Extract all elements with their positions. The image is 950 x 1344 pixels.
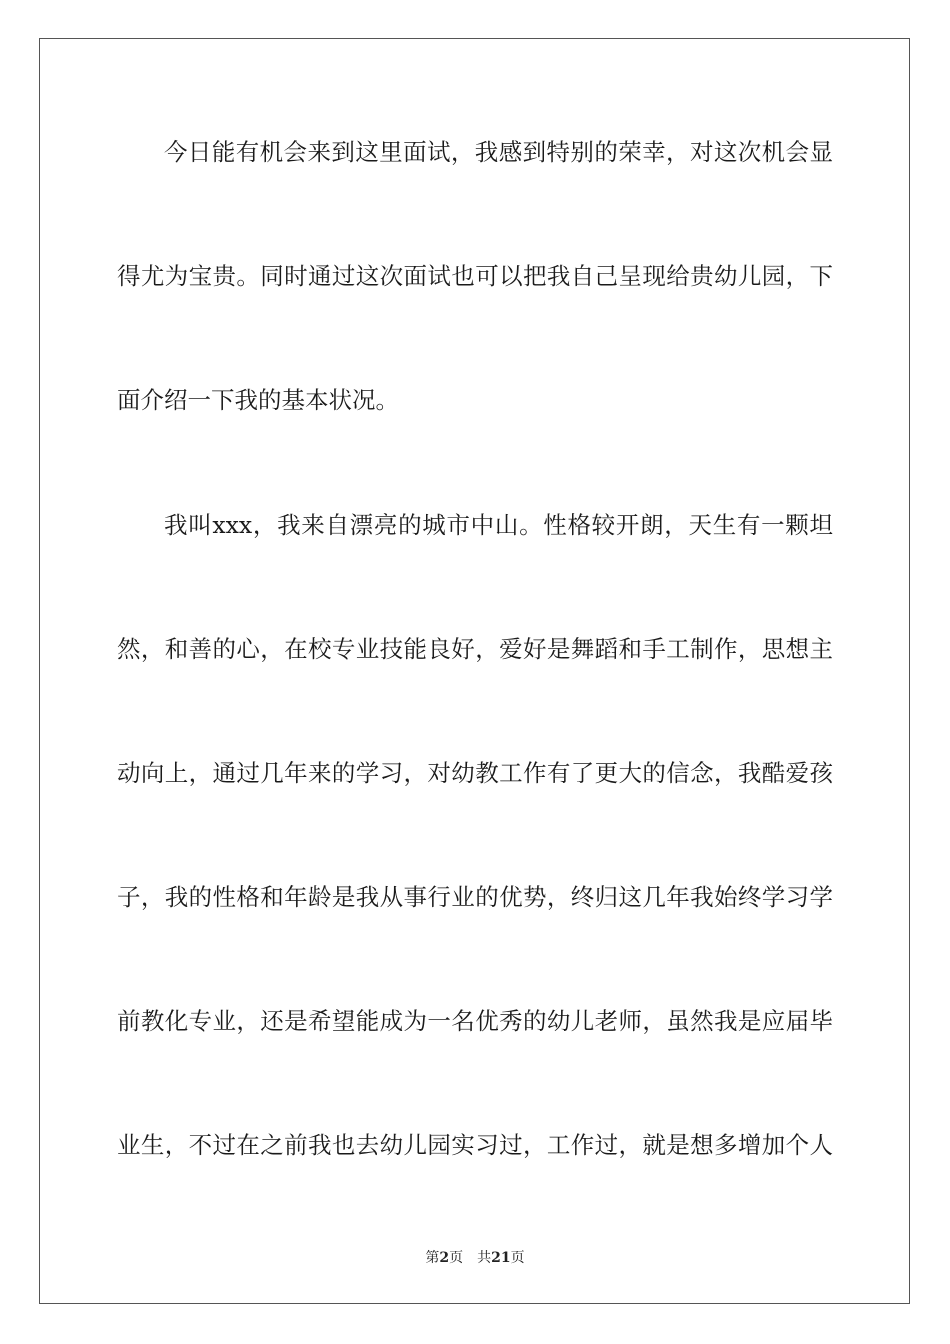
paragraph-2-line-6: 业生，不过在之前我也去幼儿园实习过，工作过，就是想多增加个人 — [117, 1131, 833, 1159]
total-suffix: 页 — [510, 1250, 525, 1266]
paragraph-2-line-2: 然，和善的心，在校专业技能良好，爱好是舞蹈和手工制作，思想主 — [117, 635, 833, 663]
total-prefix: 共 — [477, 1250, 492, 1266]
paragraph-2-line-1: 我叫xxx，我来自漂亮的城市中山。性格较开朗，天生有一颗坦 — [164, 511, 833, 539]
page-prefix: 第 — [425, 1250, 440, 1266]
page-number: 2 — [439, 1250, 450, 1266]
paragraph-2-line-5: 前教化专业，还是希望能成为一名优秀的幼儿老师，虽然我是应届毕 — [117, 1007, 833, 1035]
total-pages: 21 — [491, 1250, 511, 1266]
page-suffix: 页 — [449, 1250, 464, 1266]
paragraph-2-line-4: 子，我的性格和年龄是我从事行业的优势，终归这几年我始终学习学 — [117, 883, 833, 911]
paragraph-1-line-3: 面介绍一下我的基本状况。 — [117, 386, 399, 414]
page-footer — [0, 1247, 950, 1267]
page-frame — [39, 38, 910, 1304]
paragraph-1-line-2: 得尤为宝贵。同时通过这次面试也可以把我自己呈现给贵幼儿园，下 — [117, 262, 833, 290]
paragraph-2-line-3: 动向上，通过几年来的学习，对幼教工作有了更大的信念，我酷爱孩 — [117, 759, 833, 787]
paragraph-1-line-1: 今日能有机会来到这里面试，我感到特别的荣幸，对这次机会显 — [164, 138, 833, 166]
